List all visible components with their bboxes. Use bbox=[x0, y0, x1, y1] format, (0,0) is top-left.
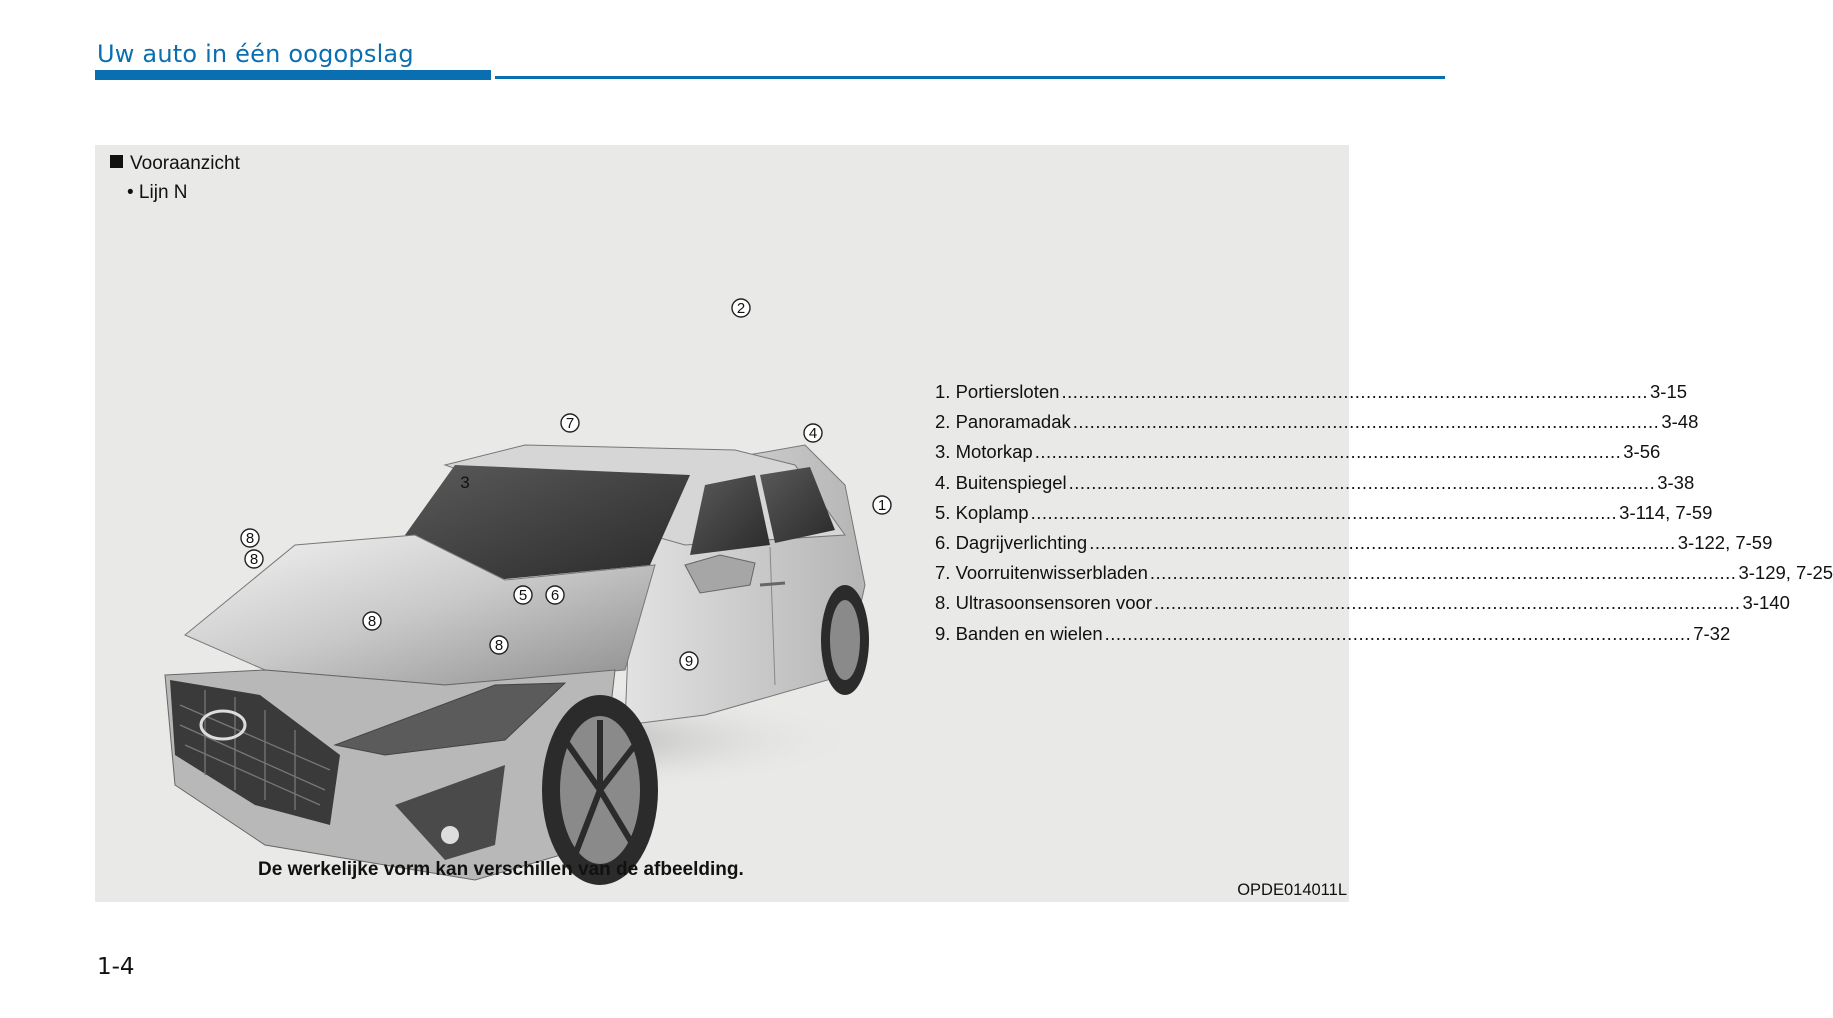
section-heading-text: Vooraanzicht bbox=[130, 153, 240, 174]
list-item: 9. Banden en wielen ..... 7-32 bbox=[935, 623, 1342, 653]
callout-8-top bbox=[241, 529, 259, 547]
svg-text:5: 5 bbox=[518, 587, 528, 604]
callout-4 bbox=[804, 424, 822, 442]
svg-text:2: 2 bbox=[736, 300, 746, 317]
parts-list bbox=[935, 381, 1833, 653]
callout-2 bbox=[732, 299, 750, 317]
list-item: 5. Koplamp ..... 3-114, 7-59 bbox=[935, 502, 1342, 532]
callout-3 bbox=[460, 473, 469, 492]
svg-text:8: 8 bbox=[249, 551, 259, 568]
section-heading bbox=[110, 153, 240, 175]
image-code: OPDE014011L bbox=[1237, 881, 1347, 899]
list-item: 7. Voorruitenwisserbladen ..... 3-129, 7-25 bbox=[935, 562, 1342, 592]
list-item: 4. Buitenspiegel ..... 3-38 bbox=[935, 472, 1342, 502]
list-item: 3. Motorkap ..... 3-56 bbox=[935, 441, 1342, 471]
callout-5 bbox=[514, 586, 532, 604]
svg-text:3: 3 bbox=[460, 473, 470, 492]
callout-6 bbox=[546, 586, 564, 604]
svg-text:6: 6 bbox=[550, 587, 560, 604]
list-item: 2. Panoramadak ..... 3-48 bbox=[935, 411, 1342, 441]
callout-8-bumper bbox=[490, 636, 508, 654]
section-subheading: • Lijn N bbox=[127, 182, 188, 203]
car-illustration bbox=[145, 285, 885, 805]
square-bullet-icon bbox=[110, 155, 123, 168]
svg-text:9: 9 bbox=[684, 653, 694, 670]
list-item: 1. Portiersloten ..... 3-15 bbox=[935, 381, 1342, 411]
svg-text:4: 4 bbox=[808, 425, 818, 442]
list-item: 8. Ultrasoonsensoren voor ..... 3-140 bbox=[935, 592, 1342, 622]
svg-text:8: 8 bbox=[367, 613, 377, 630]
callout-1 bbox=[873, 496, 891, 514]
svg-text:7: 7 bbox=[565, 415, 575, 432]
header-bar-thin bbox=[495, 76, 1445, 79]
callout-8-grille bbox=[363, 612, 381, 630]
callout-7 bbox=[561, 414, 579, 432]
callout-8-second bbox=[245, 550, 263, 568]
chapter-title: Uw auto in één oogopslag bbox=[97, 40, 414, 68]
disclaimer-text: De werkelijke vorm kan verschillen van de afbeelding. bbox=[258, 859, 744, 880]
svg-text:1: 1 bbox=[877, 497, 887, 514]
svg-text:8: 8 bbox=[494, 637, 504, 654]
callout-9-front bbox=[680, 652, 698, 670]
svg-text:8: 8 bbox=[245, 530, 255, 547]
page-number: 1-4 bbox=[97, 954, 135, 980]
header-bar-thick bbox=[95, 70, 491, 80]
illustration-panel bbox=[95, 145, 1833, 902]
list-item: 6. Dagrijverlichting ..... 3-122, 7-59 bbox=[935, 532, 1342, 562]
